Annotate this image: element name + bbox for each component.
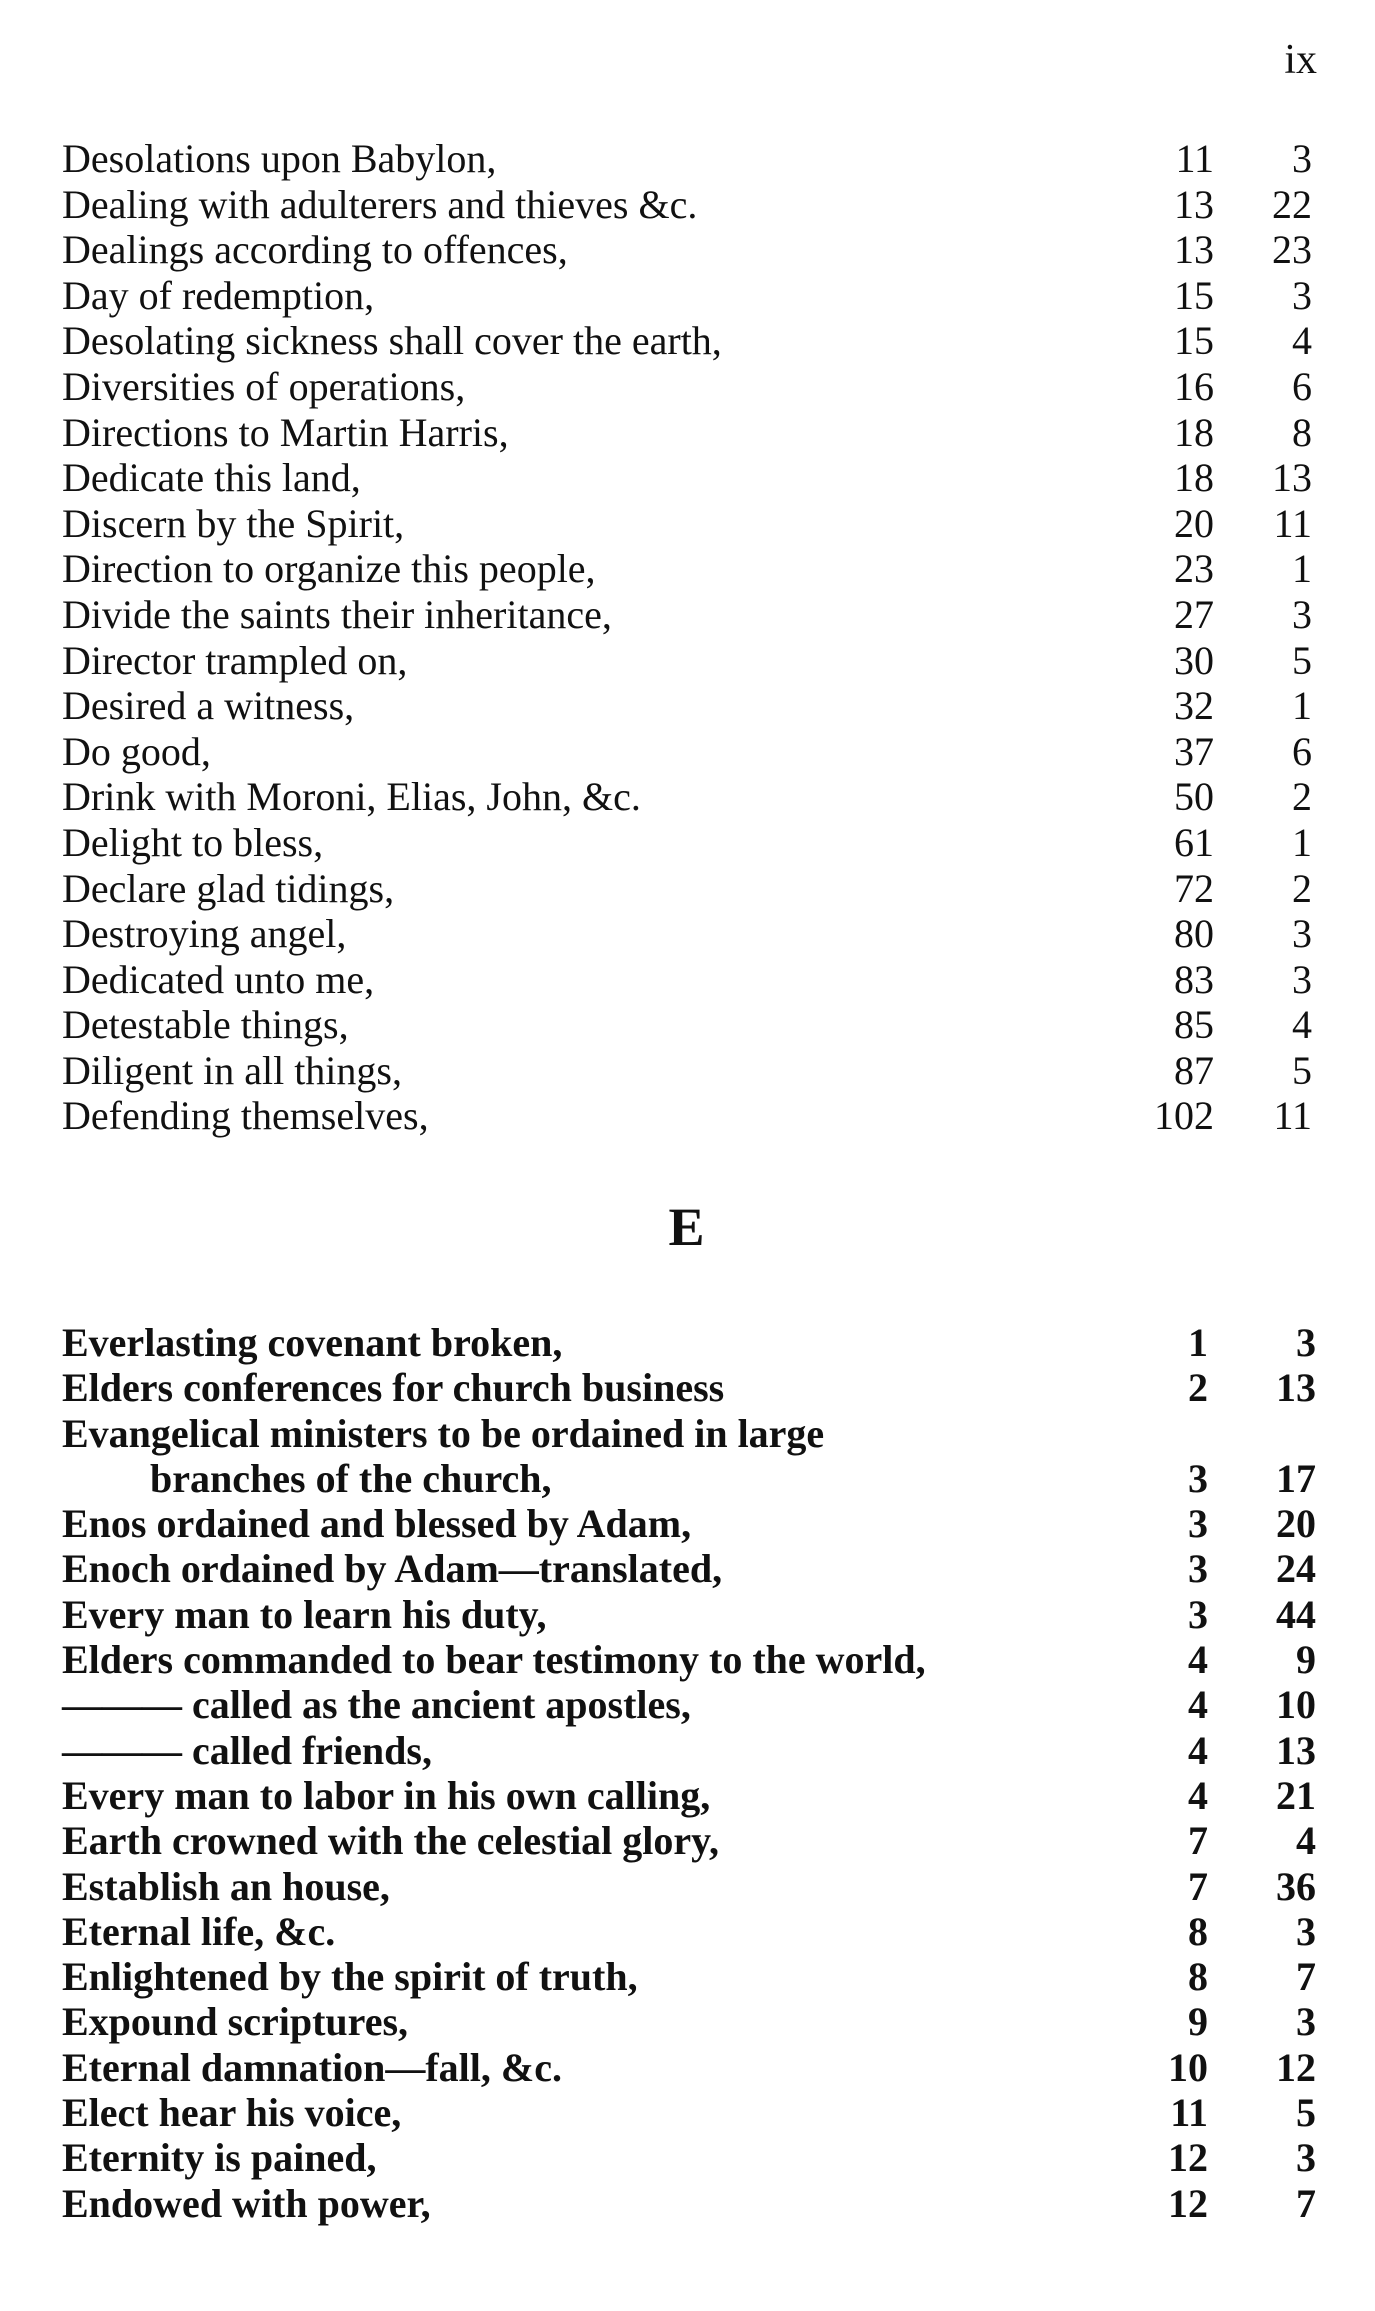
verse-number: 3 [1292, 136, 1312, 181]
section-number: 12 [1168, 2180, 1208, 2226]
section-number: 3 [1188, 1591, 1208, 1637]
verse-number: 36 [1276, 1863, 1316, 1909]
index-row [62, 363, 1312, 410]
index-entry-text: Destroying angel, [62, 911, 347, 957]
index-row [62, 1999, 1316, 2045]
verse-number: 11 [1273, 1093, 1312, 1139]
index-row [62, 774, 1312, 820]
verse-number: 13 [1276, 1727, 1316, 1773]
index-entry-text: Discern by the Spirit, [62, 500, 405, 546]
index-entry-text: Drink with Moroni, Elias, John, &c. [62, 774, 641, 820]
verse-number: 5 [1296, 2090, 1316, 2136]
verse-number: 4 [1292, 318, 1312, 364]
index-row [62, 546, 1312, 592]
verse-number: 21 [1276, 1772, 1316, 1818]
verse-number: 8 [1292, 409, 1312, 455]
section-number: 12 [1168, 2135, 1208, 2181]
index-row [62, 591, 1312, 638]
index-entry-text: Do good, [62, 728, 211, 774]
index-row [62, 1546, 1316, 1592]
section-number: 15 [1174, 318, 1214, 364]
section-number: 27 [1174, 591, 1214, 637]
index-row [62, 683, 1312, 729]
verse-number: 12 [1276, 2044, 1316, 2090]
index-entry-text: Evangelical ministers to be ordained in large [62, 1410, 825, 1456]
section-number: 8 [1188, 1954, 1208, 2000]
index-entry-text: Dealing with adulterers and thieves &c. [62, 181, 698, 227]
index-row [62, 318, 1312, 364]
index-row [62, 1954, 1316, 2000]
index-row [62, 136, 1312, 182]
verse-number: 1 [1292, 546, 1312, 592]
index-entry-text: Directions to Martin Harris, [62, 409, 509, 455]
index-entry-text: Delight to bless, [62, 819, 324, 865]
section-number: 10 [1168, 2044, 1208, 2090]
index-entry-text: Divide the saints their inheritance, [62, 591, 612, 637]
section-number: 23 [1174, 546, 1214, 592]
verse-number: 13 [1276, 1365, 1316, 1411]
index-row [62, 1908, 1316, 1954]
section-number: 4 [1188, 1682, 1208, 1728]
section-number: 4 [1188, 1772, 1208, 1818]
index-entry-subentry: ——— called as the ancient apostles, [62, 1682, 691, 1728]
section-number: 15 [1174, 272, 1214, 318]
section-number: 37 [1174, 728, 1214, 774]
section-number: 16 [1174, 363, 1214, 409]
index-row [62, 181, 1312, 228]
verse-number: 6 [1292, 363, 1312, 409]
verse-number: 5 [1292, 1047, 1312, 1093]
index-row [62, 1682, 1316, 1728]
index-row [62, 911, 1312, 957]
index-row [62, 728, 1312, 775]
index-row [62, 1455, 1316, 1501]
verse-number: 6 [1292, 728, 1312, 774]
index-entry-text: Elect hear his voice, [62, 2090, 402, 2136]
index-row [62, 1047, 1312, 1094]
index-row [62, 2090, 1316, 2136]
section-letter-heading: E [668, 1197, 707, 1257]
section-number: 7 [1188, 1818, 1208, 1864]
index-entry-text: Enos ordained and blessed by Adam, [62, 1501, 692, 1547]
index-row [62, 455, 1312, 501]
verse-number: 3 [1296, 1908, 1316, 1954]
index-row [62, 637, 1312, 684]
index-row [62, 865, 1312, 912]
index-row [62, 1637, 1316, 1683]
section-number: 85 [1174, 1002, 1214, 1048]
section-number: 3 [1188, 1501, 1208, 1547]
section-number: 7 [1188, 1863, 1208, 1909]
verse-number: 11 [1273, 500, 1312, 546]
index-entry-subentry: ——— called friends, [62, 1727, 432, 1773]
index-entry-text: Defending themselves, [62, 1093, 429, 1139]
verse-number: 5 [1292, 637, 1312, 683]
verse-number: 3 [1292, 956, 1312, 1002]
index-entry-text: Desolating sickness shall cover the earth, [62, 318, 722, 364]
verse-number: 23 [1272, 227, 1312, 273]
index-row [62, 2044, 1316, 2090]
index-row [62, 1365, 1316, 1411]
index-row [62, 819, 1312, 866]
section-number: 50 [1174, 774, 1214, 820]
index-entry-text: Declare glad tidings, [62, 865, 395, 911]
index-entry-text: Enlightened by the spirit of truth, [62, 1954, 638, 2000]
section-number: 2 [1188, 1365, 1208, 1411]
verse-number: 10 [1276, 1682, 1316, 1728]
index-entry-text: Dedicated unto me, [62, 956, 375, 1002]
index-entry-text: Elders conferences for church business [62, 1365, 725, 1411]
index-row [62, 2180, 1316, 2226]
index-entry-text: Director trampled on, [62, 637, 408, 683]
index-entry-continuation: branches of the church, [150, 1455, 552, 1501]
index-entry-text: Day of redemption, [62, 272, 375, 318]
verse-number: 3 [1296, 1320, 1316, 1365]
index-row [62, 1411, 1292, 1456]
section-number: 102 [1154, 1093, 1214, 1139]
section-number: 20 [1174, 500, 1214, 546]
section-number: 13 [1174, 181, 1214, 227]
index-row [62, 1727, 1316, 1773]
index-row [62, 1863, 1316, 1909]
index-row [62, 1093, 1312, 1139]
section-number: 30 [1174, 637, 1214, 683]
verse-number: 13 [1272, 455, 1312, 501]
section-number: 18 [1174, 455, 1214, 501]
verse-number: 3 [1296, 2135, 1316, 2181]
verse-number: 17 [1276, 1455, 1316, 1501]
index-entry-text: Direction to organize this people, [62, 546, 596, 592]
index-entry-text: Expound scriptures, [62, 1999, 409, 2045]
verse-number: 20 [1276, 1501, 1316, 1547]
index-section-e [62, 1320, 1316, 2226]
index-entry-text: Every man to learn his duty, [62, 1591, 547, 1637]
verse-number: 24 [1276, 1546, 1316, 1592]
section-number: 1 [1188, 1320, 1208, 1365]
index-row [62, 500, 1312, 547]
verse-number: 7 [1296, 2180, 1316, 2226]
verse-number: 7 [1296, 1954, 1316, 2000]
index-entry-text: Diligent in all things, [62, 1047, 402, 1093]
index-entry-text: Desolations upon Babylon, [62, 136, 497, 181]
index-entry-text: Eternity is pained, [62, 2135, 377, 2181]
verse-number: 2 [1292, 865, 1312, 911]
index-row [62, 272, 1312, 319]
section-number: 32 [1174, 683, 1214, 729]
index-entry-text: Everlasting covenant broken, [62, 1320, 563, 1365]
index-entry-text: Diversities of operations, [62, 363, 466, 409]
index-entry-text: Elders commanded to bear testimony to the world, [62, 1637, 926, 1683]
index-entry-text: Eternal life, &c. [62, 1908, 336, 1954]
index-entry-text: Earth crowned with the celestial glory, [62, 1818, 719, 1864]
verse-number: 3 [1292, 591, 1312, 637]
index-entry-text: Enoch ordained by Adam—translated, [62, 1546, 723, 1592]
section-number: 9 [1188, 1999, 1208, 2045]
index-row [62, 1002, 1312, 1048]
index-entry-text: Establish an house, [62, 1863, 390, 1909]
index-row [62, 1818, 1316, 1864]
index-row [62, 1772, 1316, 1818]
section-number: 4 [1188, 1727, 1208, 1773]
section-number: 80 [1174, 911, 1214, 957]
section-number: 8 [1188, 1908, 1208, 1954]
index-section-d [62, 136, 1312, 1139]
index-row [62, 227, 1312, 273]
index-entry-text: Detestable things, [62, 1002, 349, 1048]
verse-number: 2 [1292, 774, 1312, 820]
verse-number: 22 [1272, 181, 1312, 227]
index-row [62, 409, 1312, 456]
page-number: ix [1284, 37, 1317, 83]
index-row [62, 1501, 1316, 1547]
index-row [62, 2135, 1316, 2181]
verse-number: 44 [1276, 1591, 1316, 1637]
section-number: 83 [1174, 956, 1214, 1002]
index-entry-text: Dedicate this land, [62, 455, 361, 501]
index-row [62, 1320, 1316, 1365]
verse-number: 1 [1292, 819, 1312, 865]
section-number: 3 [1188, 1455, 1208, 1501]
verse-number: 3 [1296, 1999, 1316, 2045]
verse-number: 4 [1296, 1818, 1316, 1864]
index-entry-text: Eternal damnation—fall, &c. [62, 2044, 562, 2090]
verse-number: 1 [1292, 683, 1312, 729]
verse-number: 4 [1292, 1002, 1312, 1048]
section-number: 11 [1175, 136, 1214, 181]
section-number: 13 [1174, 227, 1214, 273]
index-entry-text: Desired a witness, [62, 683, 355, 729]
verse-number: 3 [1292, 272, 1312, 318]
section-number: 4 [1188, 1637, 1208, 1683]
index-entry-text: Endowed with power, [62, 2180, 431, 2226]
index-row [62, 956, 1312, 1003]
verse-number: 3 [1292, 911, 1312, 957]
section-number: 18 [1174, 409, 1214, 455]
section-number: 3 [1188, 1546, 1208, 1592]
section-number: 72 [1174, 865, 1214, 911]
section-number: 11 [1170, 2090, 1208, 2136]
index-row [62, 1591, 1316, 1637]
index-entry-text: Every man to labor in his own calling, [62, 1772, 711, 1818]
section-number: 87 [1174, 1047, 1214, 1093]
index-entry-text: Dealings according to offences, [62, 227, 568, 273]
verse-number: 9 [1296, 1637, 1316, 1683]
section-number: 61 [1174, 819, 1214, 865]
